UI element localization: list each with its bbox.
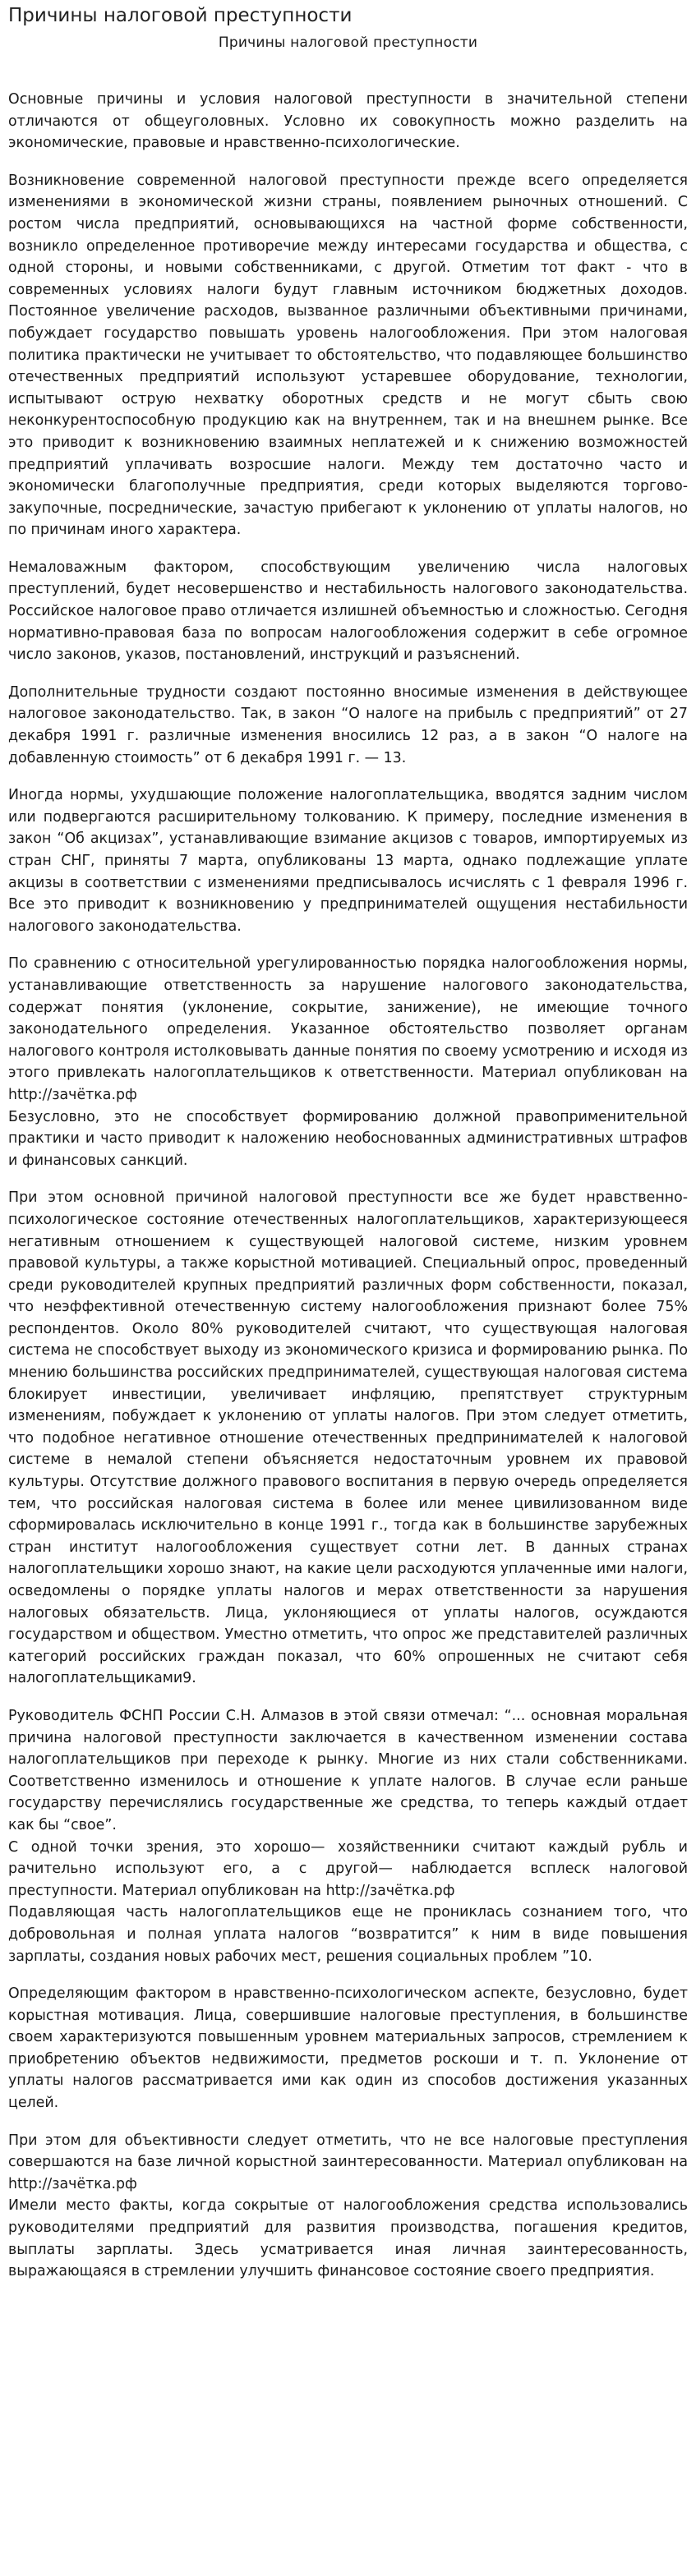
paragraph-mercenary-motive: Определяющим фактором в нравственно-психологическом аспекте, безусловно, будет корыстная мотивация. Лица, совершившие налоговые преступления, в большинстве своем характеризуются повышенным уровнем материальных запросов, стремлением к приобретению объектов недвижимости, предметов роскоши и т. п. Уклонение от уплаты налогов рассматривается ими как один из способов достижения указанных целей. <box>8 1985 688 2112</box>
paragraph-objectivity: При этом для объективности следует отметить, что не все налоговые преступления совершаются на базе личной корыстной заинтересованности. Материал опубликован на http://зачётка.рф <box>8 2132 688 2192</box>
paragraph-other-interest: Имели место факты, когда сокрытые от налогообложения средства использовались руководителями предприятий для развития производства, погашения кредитов, выплаты зарплаты. Здесь усматривается иная личная заинтересованность, выражающаяся в стремлении улучшить финансовое состояние своего предприятия. <box>8 2197 688 2280</box>
paragraph-economic-causes: Возникновение современной налоговой преступности прежде всего определяется изменениями в экономической жизни страны, появлением рыночных отношений. С ростом числа предприятий, основывающихся на частной форме собственности, возникло определенное противоречие между интересами государства и общества, с одной стороны, и новыми собственниками, с другой. Отметим тот факт - что в современных условиях налоги будут главным источником бюджетных доходов. Постоянное увеличение расходов, вызванное различными объективными причинами, побуждает государство повышать уровень налогообложения. При этом налоговая политика практически не учитывает то обстоятельство, что подавляющее большинство отечественных предприятий используют устаревшее оборудование, технологии, испытывают острую нехватку оборотных средств и не могут сбыть свою неконкурентоспособную продукцию как на внутреннем, так и на внешнем рынке. Все это приводит к возникновению взаимных неплатежей и к снижению возможностей предприятий уплачивать возросшие налоги. Между тем достаточно часто и экономически благополучные предприятия, среди которых выделяются торгово-закупочные, посреднические, зачастую прибегают к уклонению от уплаты налогов, но по причинам иного характера. <box>8 172 688 539</box>
paragraph-almazov-quote: Руководитель ФСНП России С.Н. Алмазов в этой связи отмечал: “... основная моральная причина налоговой преступности заключается в качественном изменении состава налогоплательщиков при переходе к рынку. Многие из них стали собственниками. Соответственно изменилось и отношение к уплате налогов. В случае если раньше государству перечислялись государственные же средства, то теперь каждый отдает как бы “свое”. <box>8 1707 688 1833</box>
paragraph-two-sides: С одной точки зрения, это хорошо— хозяйственники считают каждый рубль и рачительно используют его, а с другой— наблюдается всплеск налоговой преступности. Материал опубликован на http://зачётка.рф <box>8 1838 688 1899</box>
paragraph-sanctions: Безусловно, это не способствует формированию должной правоприменительной практики и часто приводит к наложению необоснованных административных штрафов и финансовых санкций. <box>8 1108 688 1169</box>
paragraph-taxpayers-awareness: Подавляющая часть налогоплательщиков еще не прониклась сознанием того, что добровольная и полная уплата налогов “возвратится” к ним в виде повышения зарплаты, создания новых рабочих мест, решения социальных проблем ”10. <box>8 1904 688 1965</box>
paragraph-amendments: Дополнительные трудности создают постоянно вносимые изменения в действующее налоговое законодательство. Так, в закон “О налоге на прибыль с предприятий” от 27 декабря 1991 г. различные изменения вносились 12 раз, а в закон “О налоге на добавленную стоимость” от 6 декабря 1991 г. — 13. <box>8 683 688 766</box>
article-subtitle: Причины налоговой преступности <box>218 34 478 51</box>
paragraph-retroactive-norms: Иногда нормы, ухудшающие положение налогоплательщика, вводятся задним числом или подвергаются расширительному толкованию. К примеру, последние изменения в закон “Об акцизах”, устанавливающие взимание акцизов с товаров, импортируемых из стран СНГ, приняты 7 марта, опубликованы 13 марта, однако подлежащие уплате акцизы в соответствии с изменениями предписывалось исчислять с 1 февраля 1996 г. Все это приводит к возникновению у предпринимателей ощущения нестабильности налогового законодательства. <box>8 787 688 935</box>
article-body <box>8 89 688 2283</box>
page-title: Причины налоговой преступности <box>8 5 353 26</box>
paragraph-intro: Основные причины и условия налоговой преступности в значительной степени отличаются от общеуголовных. Условно их совокупность можно разделить на экономические, правовые и нравственно-психологические. <box>8 91 688 152</box>
paragraph-liability: По сравнению с относительной урегулированностью порядка налогообложения нормы, устанавливающие ответственность за нарушение налогового законодательства, содержат понятия (уклонение, сокрытие, занижение), не имеющие точного законодательного определения. Указанное обстоятельство позволяет органам налогового контроля истолковывать данные понятия по своему усмотрению и исходя из этого привлекать налогоплательщиков к ответственности. Материал опубликован на http://зачётка.рф <box>8 955 688 1103</box>
paragraph-moral-causes: При этом основной причиной налоговой преступности все же будет нравственно-психологическое состояние отечественных налогоплательщиков, характеризующееся негативным отношением к существующей налоговой системе, низким уровнем правовой культуры, а также корыстной мотивацией. Специальный опрос, проведенный среди руководителей крупных предприятий различных форм собственности, показал, что неэффективной отечественную систему налогообложения признают более 75% респондентов. Около 80% руководителей считают, что существующая налоговая система не способствует выходу из экономического кризиса и формированию рынка. По мнению большинства российских предпринимателей, существующая налоговая система блокирует инвестиции, увеличивает инфляцию, препятствует структурным изменениям, побуждает к уклонению от уплаты налогов. При этом следует отметить, что подобное негативное отношение отечественных предпринимателей к налоговой системе в немалой степени объясняется недостаточным уровнем их правовой культуры. Отсутствие должного правового воспитания в первую очередь определяется тем, что российская налоговая система в более или менее цивилизованном виде сформировалась исключительно в конце 1991 г., тогда как в большинстве зарубежных стран институт налогообложения существует сотни лет. В данных странах налогоплательщики хорошо знают, на какие цели расходуются уплаченные ими налоги, осведомлены о порядке уплаты налогов и мерах ответственности за нарушения налоговых обязательств. Лица, уклоняющиеся от уплаты налогов, осуждаются государством и обществом. Уместно отметить, что опрос же представителей различных категорий российских граждан показал, что 60% опрошенных не считают себя налогоплательщиками9. <box>8 1189 688 1687</box>
paragraph-legislation: Немаловажным фактором, способствующим увеличению числа налоговых преступлений, будет несовершенство и нестабильность налогового законодательства. Российское налоговое право отличается излишней объемностью и сложностью. Сегодня нормативно-правовая база по вопросам налогообложения содержит в себе огромное число законов, указов, постановлений, инструкций и разъяснений. <box>8 559 688 664</box>
